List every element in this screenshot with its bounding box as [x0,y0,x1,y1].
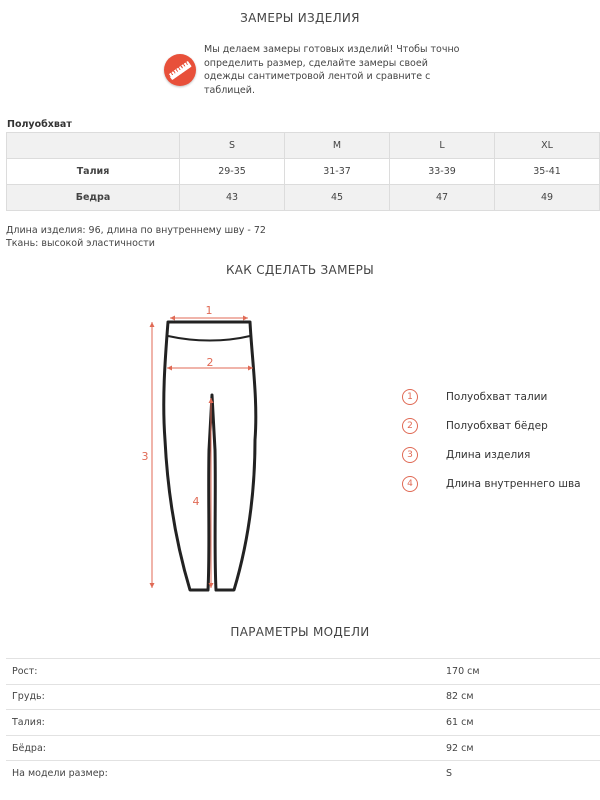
param-name: На модели размер: [6,761,438,786]
legend-number: 1 [402,389,418,405]
leggings-diagram [140,300,290,595]
marker-label: 2 [206,356,214,369]
table-cell: 35-41 [495,159,600,185]
row-label: Бедра [7,185,180,211]
table-cell: 43 [180,185,285,211]
table-cell: 33-39 [390,159,495,185]
notice-text: Мы делаем замеры готовых изделий! Чтобы точно определить размер, сделайте замеры своей одежды сантиметровой лентой и сравните с таблицей. [204,44,460,96]
marker-hips [167,356,253,371]
size-table [6,132,600,211]
size-table-corner [7,133,180,159]
param-name: Бёдра: [6,735,438,761]
marker-waist [170,304,248,321]
table-row-hips [7,185,600,211]
table-row [6,684,600,710]
size-column-header: S [180,133,285,159]
section-title-how-to-measure: КАК СДЕЛАТЬ ЗАМЕРЫ [225,263,375,277]
size-column-header: M [285,133,390,159]
table-row [6,659,600,685]
param-name: Грудь: [6,684,438,710]
product-length-note: Длина изделия: 96, длина по внутреннему шву - 72 [6,225,266,236]
size-column-header: L [390,133,495,159]
marker-label: 4 [192,495,200,508]
param-value: 92 см [438,735,600,761]
legend-number: 3 [402,447,418,463]
table-cell: 49 [495,185,600,211]
marker-label: 3 [141,450,149,463]
section-title-model-params: ПАРАМЕТРЫ МОДЕЛИ [230,625,370,639]
table-row [6,710,600,736]
legend-number: 2 [402,418,418,434]
table-cell: 31-37 [285,159,390,185]
size-column-header: XL [495,133,600,159]
marker-label: 1 [205,304,213,317]
model-params-table [6,658,600,786]
param-value: 170 см [438,659,600,685]
table-cell: 29-35 [180,159,285,185]
param-name: Талия: [6,710,438,736]
param-value: S [438,761,600,786]
measuring-tape-icon [164,54,196,86]
waistband-line [168,336,250,341]
table-cell: 45 [285,185,390,211]
row-label: Талия [7,159,180,185]
table-row-waist [7,159,600,185]
legend-number: 4 [402,476,418,492]
legend-label: Полуобхват талии [446,391,548,403]
fabric-note: Ткань: высокой эластичности [6,238,155,249]
size-table-header-row [7,133,600,159]
param-value: 82 см [438,684,600,710]
param-name: Рост: [6,659,438,685]
legend-label: Длина изделия [446,449,531,461]
param-value: 61 см [438,710,600,736]
legend-label: Длина внутреннего шва [446,478,581,490]
table-row [6,735,600,761]
table-cell: 47 [390,185,495,211]
marker-length [142,322,155,588]
size-table-label: Полуобхват [7,119,72,130]
table-row [6,761,600,786]
legend-label: Полуобхват бёдер [446,420,548,432]
section-title-sizes: ЗАМЕРЫ ИЗДЕЛИЯ [240,11,360,25]
